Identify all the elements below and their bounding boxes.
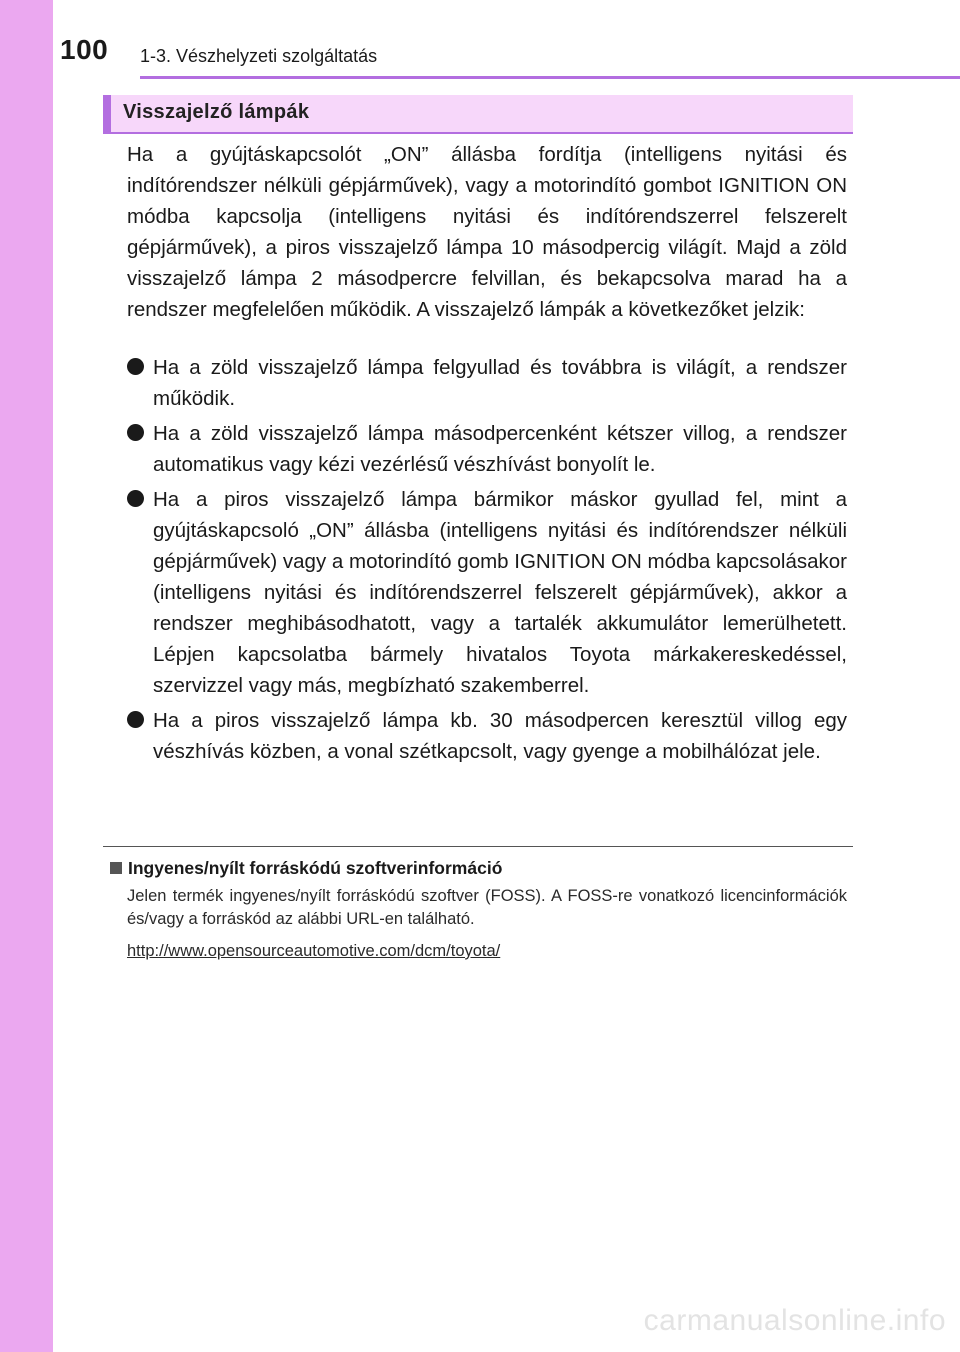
bullet-dot-icon <box>127 424 144 441</box>
bullet-list <box>127 352 847 771</box>
section-title: Visszajelző lámpák <box>123 101 310 123</box>
bullet-text: Ha a zöld visszajelző lámpa másodpercenként kétszer villog, a rendszer automatikus vagy kézi vezérlésű vészhívást bonyolít le. <box>153 422 847 476</box>
side-color-band <box>0 0 53 1352</box>
bullet-dot-icon <box>127 490 144 507</box>
bullet-item <box>127 484 847 701</box>
running-title: 1-3. Vészhelyzeti szolgáltatás <box>140 46 378 66</box>
watermark: carmanualsonline.info <box>643 1304 946 1337</box>
subsection-heading-text: Ingyenes/nyílt forráskódú szoftverinformáció <box>128 858 503 878</box>
section-divider <box>103 846 853 847</box>
intro-paragraph: Ha a gyújtáskapcsolót „ON” állásba fordítja (intelligens nyitási és indítórendszer nélküli gépjárművek), vagy a motorindító gombot IGNITION ON módba kapcsolja (intelligens nyitási és indítórendszerrel felszerelt gépjárművek), a piros visszajelző lámpa 10 másodpercig világít. Majd a zöld visszajelző lámpa 2 másodpercre felvillan, és bekapcsolva marad ha a rendszer megfelelően működik. A visszajelző lámpák a következőket jelzik: <box>127 143 847 321</box>
section-title-box <box>103 95 853 134</box>
square-marker-icon <box>110 862 122 874</box>
bullet-item <box>127 352 847 414</box>
page-number: 100 <box>60 34 109 65</box>
bullet-dot-icon <box>127 358 144 375</box>
bullet-item <box>127 705 847 767</box>
bullet-text: Ha a zöld visszajelző lámpa felgyullad és továbbra is világít, a rendszer működik. <box>153 356 847 410</box>
subsection-body: Jelen termék ingyenes/nyílt forráskódú szoftver (FOSS). A FOSS-re vonatkozó licencinformációk és/vagy a forráskód az alábbi URL-en található. <box>127 887 847 928</box>
foss-url-link[interactable]: http://www.opensourceautomotive.com/dcm/toyota/ <box>127 942 501 960</box>
subsection-heading <box>110 858 502 879</box>
bullet-item <box>127 418 847 480</box>
bullet-text: Ha a piros visszajelző lámpa bármikor máskor gyullad fel, mint a gyújtáskapcsoló „ON” állásba (intelligens nyitási és indítórendszer nélküli gépjárművek) vagy a motorindító gomb IGNITION ON módba kapcsolásakor (intelligens nyitási és indítórendszerrel felszerelt gépjárművek), akkor a rendszer meghibásodhatott, vagy a tartalék akkumulátor lemerülhetett. Lépjen kapcsolatba bármely hivatalos Toyota márkakereskedéssel, szervizzel vagy más, megbízható szakemberrel. <box>153 488 847 697</box>
bullet-text: Ha a piros visszajelző lámpa kb. 30 másodpercen keresztül villog egy vészhívás közben, a vonal szétkapcsolt, vagy gyenge a mobilhálózat jele. <box>153 709 847 763</box>
header-rule <box>140 76 960 79</box>
section-title-bar <box>103 95 111 132</box>
bullet-dot-icon <box>127 711 144 728</box>
